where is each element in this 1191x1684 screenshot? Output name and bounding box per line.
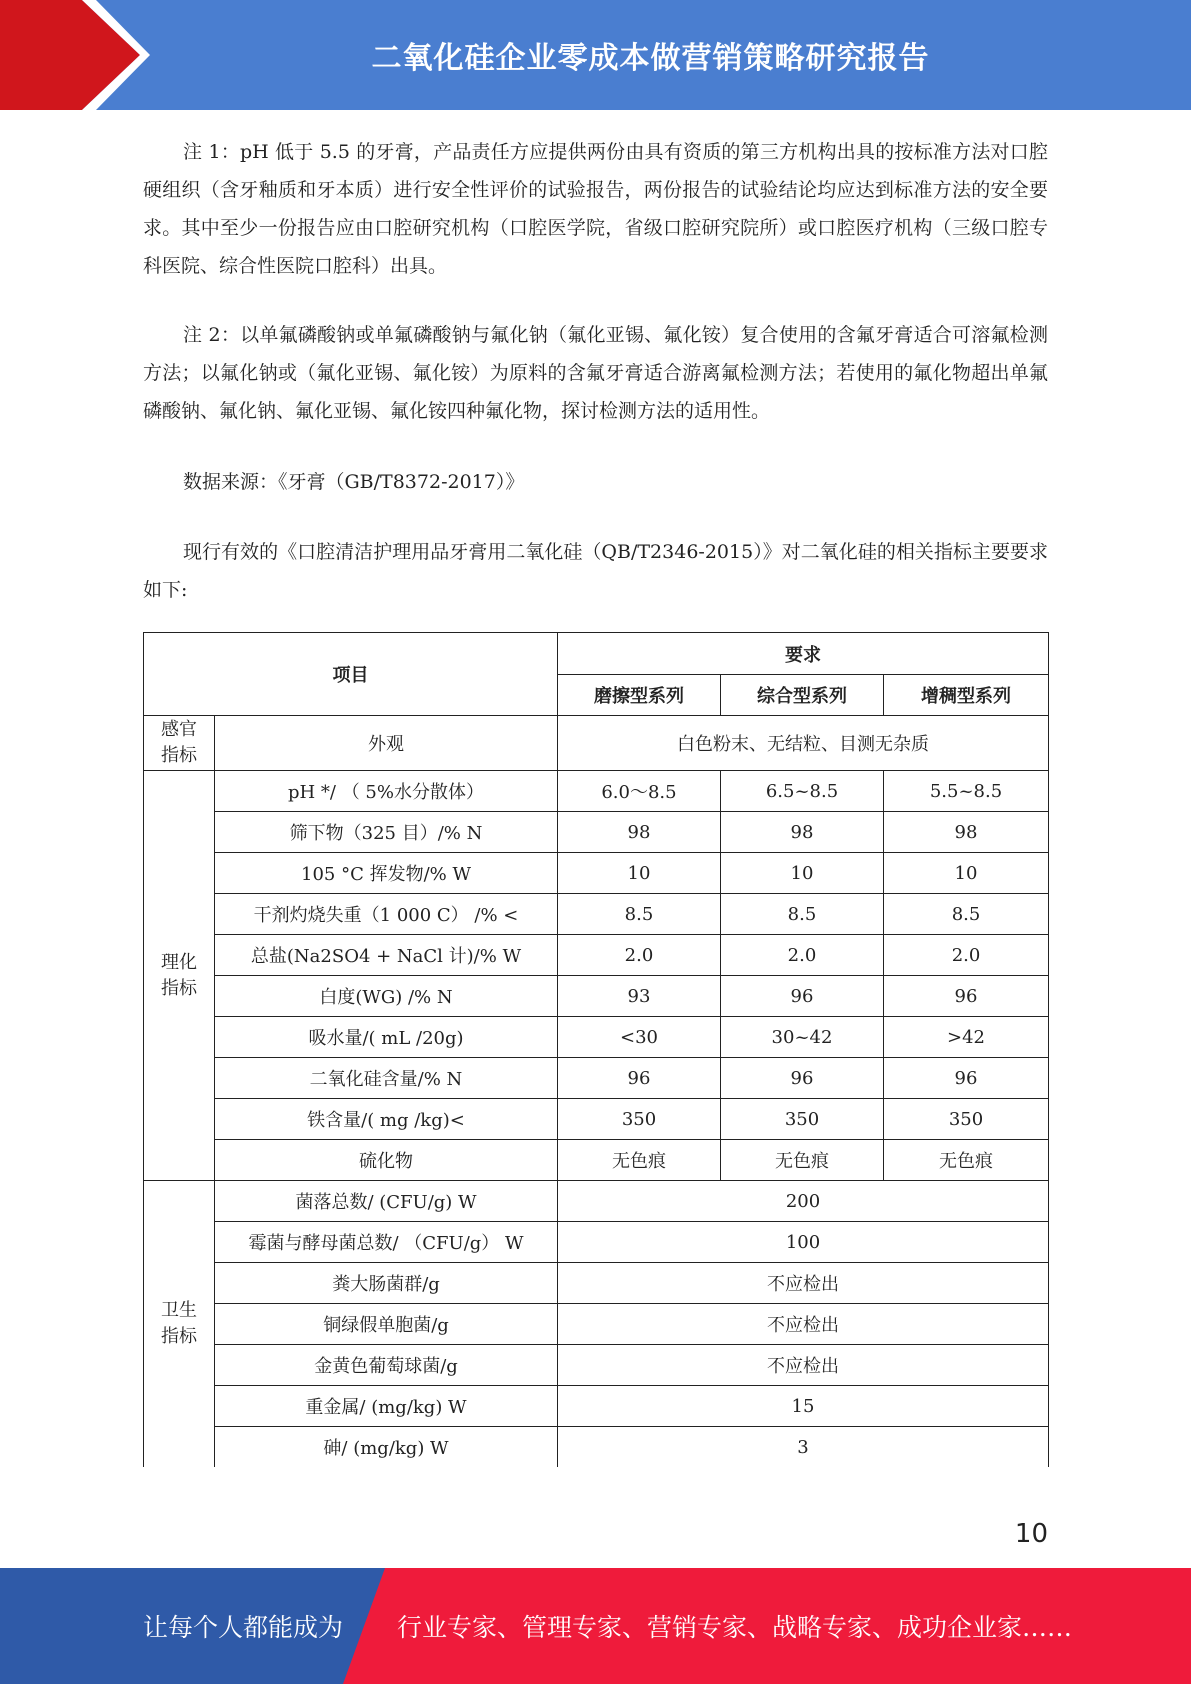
row-value-composite: 350 <box>721 1099 884 1140</box>
row-item: 105 °C 挥发物/% W <box>215 853 558 894</box>
footer-slogan-left: 让每个人都能成为 <box>143 1613 344 1642</box>
row-value: 不应检出 <box>558 1263 1049 1304</box>
row-value-composite: 2.0 <box>721 935 884 976</box>
row-item: 霉菌与酵母菌总数/ （CFU/g） W <box>215 1222 558 1263</box>
row-value: 不应检出 <box>558 1345 1049 1386</box>
row-item: 白度(WG) /% N <box>215 976 558 1017</box>
note-2-paragraph: 注 2：以单氟磷酸钠或单氟磷酸钠与氟化钠（氟化亚锡、氟化铵）复合使用的含氟牙膏适合可溶氟检测方法；以氟化钠或（氟化亚锡、氟化铵）为原料的含氟牙膏适合游离氟检测方法；若使用的氟化物超出单氟磷酸钠、氟化钠、氟化亚锡、氟化铵四种氟化物，探讨检测方法的适用性。 <box>143 324 1048 422</box>
table-row <box>144 1099 1049 1140</box>
row-value: 白色粉末、无结粒、目测无杂质 <box>558 716 1049 771</box>
row-item: 吸水量/( mL /20g) <box>215 1017 558 1058</box>
row-value-abrasive: 350 <box>558 1099 721 1140</box>
physchem-rows <box>144 771 1049 1181</box>
category-sensory: 感官 指标 <box>144 716 215 771</box>
row-value-thickening: 10 <box>884 853 1049 894</box>
table-row <box>144 771 1049 812</box>
table-row <box>144 1058 1049 1099</box>
row-item: 菌落总数/ (CFU/g) W <box>215 1181 558 1222</box>
data-source-paragraph: 数据来源：《牙膏（GB/T8372-2017）》 <box>183 471 525 493</box>
row-item: 二氧化硅含量/% N <box>215 1058 558 1099</box>
header-item: 项目 <box>144 633 558 716</box>
row-value-composite: 96 <box>721 976 884 1017</box>
row-value: 3 <box>558 1427 1049 1468</box>
row-value: 15 <box>558 1386 1049 1427</box>
table-row <box>144 1386 1049 1427</box>
row-item: 外观 <box>215 716 558 771</box>
row-value-thickening: >42 <box>884 1017 1049 1058</box>
table-row <box>144 1263 1049 1304</box>
row-value-composite: 无色痕 <box>721 1140 884 1181</box>
row-value-thickening: 96 <box>884 976 1049 1017</box>
row-value-abrasive: 10 <box>558 853 721 894</box>
header-col-composite: 综合型系列 <box>721 675 884 716</box>
row-item: 重金属/ (mg/kg) W <box>215 1386 558 1427</box>
row-value-abrasive: 6.0〜8.5 <box>558 771 721 812</box>
row-value-composite: 30~42 <box>721 1017 884 1058</box>
row-item: 铁含量/( mg /kg)< <box>215 1099 558 1140</box>
row-value-abrasive: <30 <box>558 1017 721 1058</box>
table-row <box>144 1345 1049 1386</box>
row-value-composite: 10 <box>721 853 884 894</box>
table-row <box>144 853 1049 894</box>
row-value-thickening: 98 <box>884 812 1049 853</box>
table-row <box>144 935 1049 976</box>
row-value-thickening: 无色痕 <box>884 1140 1049 1181</box>
row-value-thickening: 8.5 <box>884 894 1049 935</box>
row-value: 不应检出 <box>558 1304 1049 1345</box>
row-item: pH */ （ 5%水分散体） <box>215 771 558 812</box>
table-row <box>144 976 1049 1017</box>
row-value-composite: 8.5 <box>721 894 884 935</box>
report-title: 二氧化硅企业零成本做营销策略研究报告 <box>371 41 930 76</box>
note-1-paragraph: 注 1：pH 低于 5.5 的牙膏，产品责任方应提供两份由具有资质的第三方机构出具的按标准方法对口腔硬组织（含牙釉质和牙本质）进行安全性评价的试验报告，两份报告的试验结论均应达到标准方法的安全要求。其中至少一份报告应由口腔研究机构（口腔医学院，省级口腔研究院所）或口腔医疗机构（三级口腔专科医院、综合性医院口腔科）出具。 <box>143 141 1048 277</box>
row-value-thickening: 5.5~8.5 <box>884 771 1049 812</box>
row-item: 金黄色葡萄球菌/g <box>215 1345 558 1386</box>
row-value: 100 <box>558 1222 1049 1263</box>
table-row <box>144 1181 1049 1222</box>
header-requirement: 要求 <box>558 633 1049 675</box>
row-item: 硫化物 <box>215 1140 558 1181</box>
row-value-thickening: 350 <box>884 1099 1049 1140</box>
row-value-composite: 96 <box>721 1058 884 1099</box>
intro-paragraph: 现行有效的《口腔清洁护理用品牙膏用二氧化硅（QB/T2346-2015）》对二氧化硅的相关指标主要要求如下: <box>143 541 1048 601</box>
row-value-abrasive: 2.0 <box>558 935 721 976</box>
header-col-thickening: 增稠型系列 <box>884 675 1049 716</box>
row-item: 干剂灼烧失重（1 000 C） /% < <box>215 894 558 935</box>
row-value-composite: 6.5~8.5 <box>721 771 884 812</box>
page-footer <box>0 1568 1191 1684</box>
header-arrow-decoration <box>0 0 150 110</box>
row-item: 铜绿假单胞菌/g <box>215 1304 558 1345</box>
hygiene-rows <box>144 1181 1049 1468</box>
row-value-abrasive: 93 <box>558 976 721 1017</box>
table-row <box>144 1304 1049 1345</box>
row-value-composite: 98 <box>721 812 884 853</box>
row-value: 200 <box>558 1181 1049 1222</box>
table-row <box>144 1017 1049 1058</box>
category-hygiene: 卫生 指标 <box>144 1181 215 1468</box>
page-number: 10 <box>1014 1519 1048 1549</box>
row-value-thickening: 2.0 <box>884 935 1049 976</box>
row-value-abrasive: 8.5 <box>558 894 721 935</box>
page-header <box>0 0 1191 110</box>
row-item: 砷/ (mg/kg) W <box>215 1427 558 1468</box>
row-item: 总盐(Na2SO4 + NaCl 计)/% W <box>215 935 558 976</box>
table-row <box>144 1427 1049 1468</box>
row-value-thickening: 96 <box>884 1058 1049 1099</box>
table-row <box>144 894 1049 935</box>
header-col-abrasive: 磨擦型系列 <box>558 675 721 716</box>
table-row <box>144 1140 1049 1181</box>
table-row <box>144 1222 1049 1263</box>
footer-slogan-right: 行业专家、管理专家、营销专家、战略专家、成功企业家…… <box>397 1613 1073 1642</box>
category-physchem: 理化 指标 <box>144 771 215 1181</box>
silica-spec-table <box>143 632 1049 1467</box>
row-item: 筛下物（325 目）/% N <box>215 812 558 853</box>
row-item: 粪大肠菌群/g <box>215 1263 558 1304</box>
row-value-abrasive: 96 <box>558 1058 721 1099</box>
row-value-abrasive: 无色痕 <box>558 1140 721 1181</box>
table-row <box>144 812 1049 853</box>
row-value-abrasive: 98 <box>558 812 721 853</box>
